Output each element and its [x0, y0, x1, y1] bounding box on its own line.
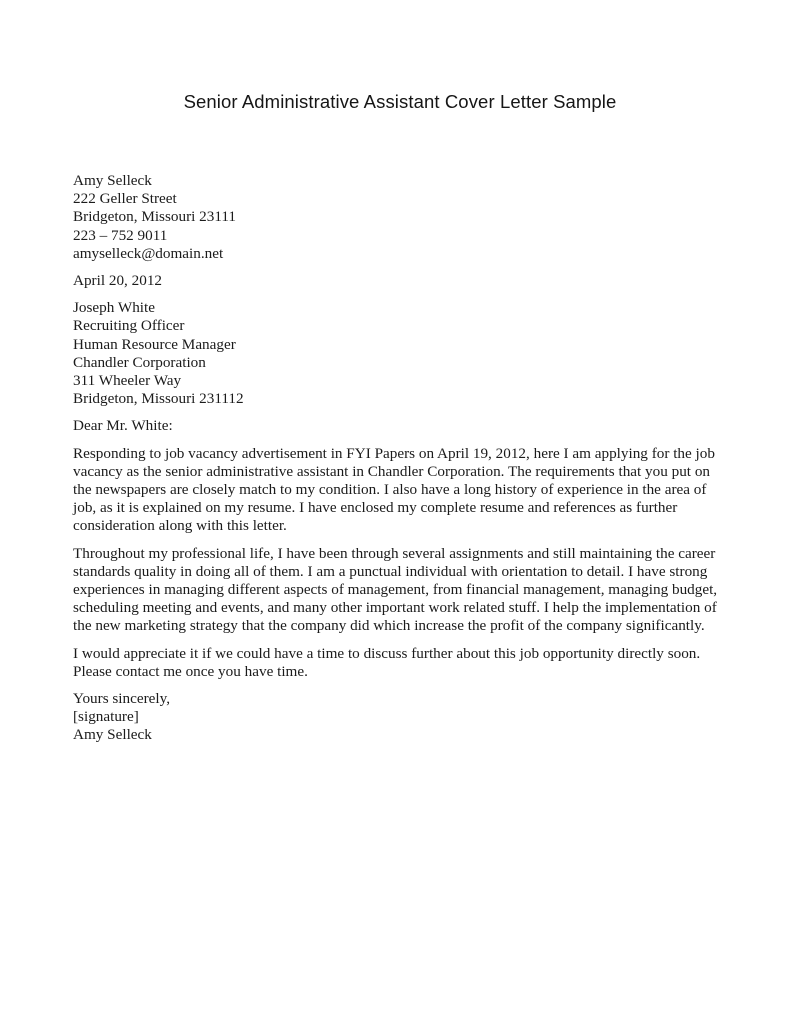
salutation: Dear Mr. White:	[73, 417, 173, 435]
sender-address-block	[73, 172, 729, 263]
page-title: Senior Administrative Assistant Cover Letter Sample	[183, 91, 617, 112]
recipient-city-state-zip: Bridgeton, Missouri 231112	[73, 390, 244, 408]
letter-content	[73, 172, 729, 745]
letter-date-block	[73, 272, 729, 290]
signature-placeholder: [signature]	[73, 708, 139, 726]
sender-street: 222 Geller Street	[73, 190, 177, 208]
recipient-name: Joseph White	[73, 299, 155, 317]
sender-name: Amy Selleck	[73, 172, 152, 189]
letter-date: April 20, 2012	[73, 272, 163, 290]
recipient-department: Human Resource Manager	[73, 335, 236, 353]
closing-block	[73, 690, 729, 745]
salutation-block	[73, 417, 729, 435]
sender-email: amyselleck@domain.net	[73, 244, 224, 262]
sender-phone: 223 – 752 9011	[73, 226, 168, 244]
body-paragraph-3: I would appreciate it if we could have a time to discuss further about this job opportunity directly soon. Please contact me once you have time.	[73, 644, 701, 680]
recipient-company: Chandler Corporation	[73, 353, 206, 371]
body-paragraph-1: Responding to job vacancy advertisement in FYI Papers on April 19, 2012, here I am applying for the job vacancy as the senior administrative assistant in Chandler Corporation. The requirements that you put on the newspapers are closely match to my condition. I also have a long history of experience in the area of job, as it is explained on my resume. I have enclosed my complete resume and references as further consideration along with this letter.	[73, 444, 715, 535]
signer-name: Amy Selleck	[73, 726, 152, 744]
sender-city-state-zip: Bridgeton, Missouri 23111	[73, 208, 236, 226]
valediction: Yours sincerely,	[73, 690, 171, 708]
body-paragraph-2: Throughout my professional life, I have been through several assignments and still maintaining the career standards quality in doing all of them. I am a punctual individual with orientation to detail. I have strong experiences in managing different aspects of management, from financial management, managing budget, scheduling meeting and events, and many other important work related stuff. I help the implementation of the new marketing strategy that the company did which increase the profit of the company significantly.	[73, 544, 718, 635]
recipient-address-block	[73, 299, 729, 408]
recipient-street: 311 Wheeler Way	[73, 372, 182, 390]
recipient-title: Recruiting Officer	[73, 317, 185, 335]
